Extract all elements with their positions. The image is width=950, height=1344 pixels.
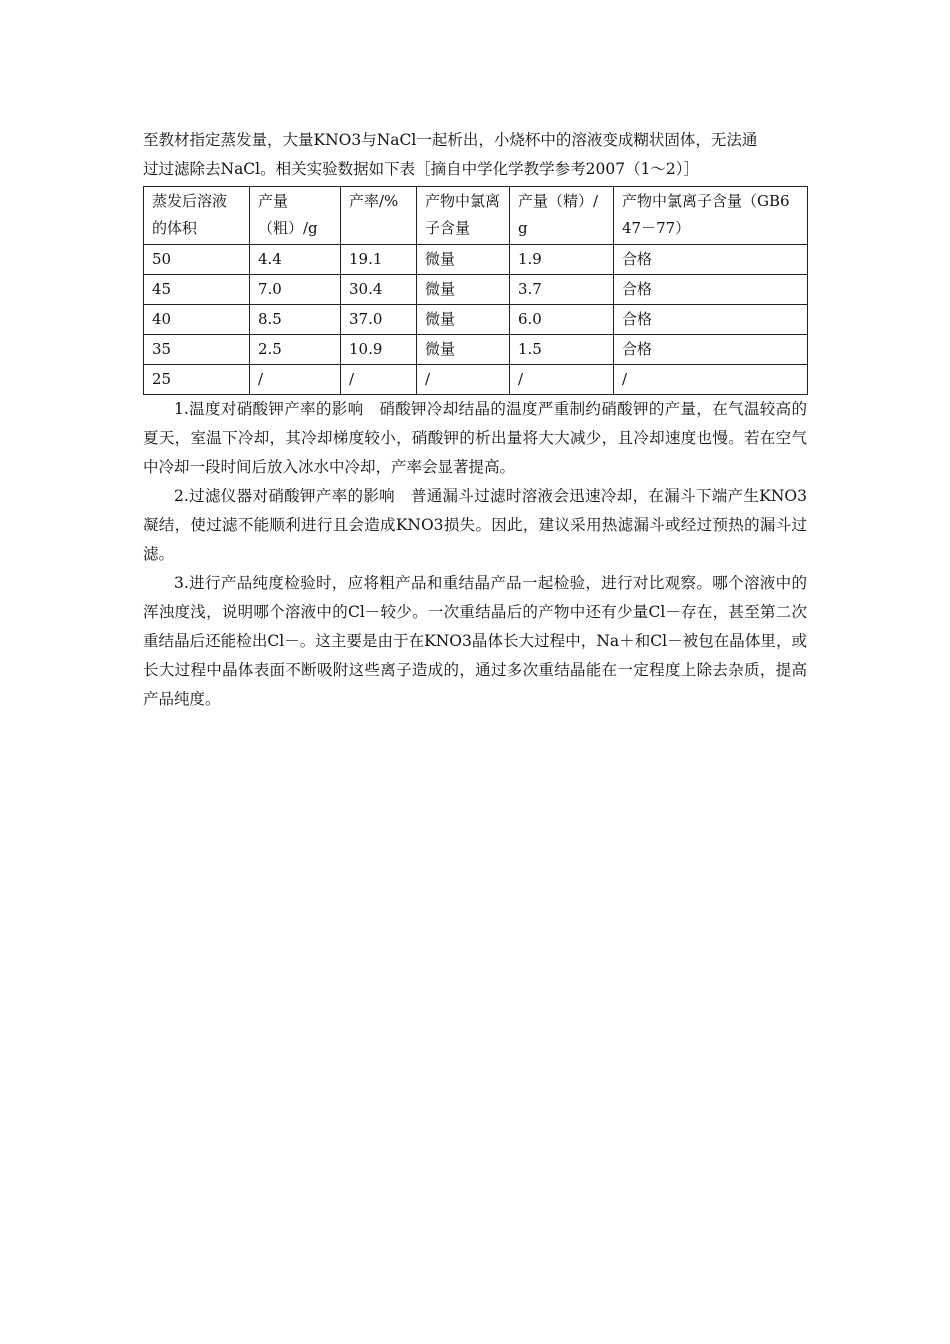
table-cell: 合格: [614, 335, 808, 365]
table-cell: 微量: [417, 305, 510, 335]
document-page: [143, 126, 807, 714]
table-cell: 合格: [614, 245, 808, 275]
table-cell: /: [510, 365, 614, 395]
table-cell: 微量: [417, 245, 510, 275]
table-cell: 合格: [614, 305, 808, 335]
table-cell: 4.4: [250, 245, 341, 275]
intro-line-2: 过过滤除去NaCl。相关实验数据如下表［摘自中学化学教学参考2007（1～2）］: [143, 160, 700, 178]
paragraph-purity-test: 3.进行产品纯度检验时，应将粗产品和重结晶产品一起检验，进行对比观察。哪个溶液中的浑浊度浅，说明哪个溶液中的Cl－较少。一次重结晶后的产物中还有少量Cl－存在，甚至第二次重结晶后还能检出Cl－。这主要是由于在KNO3晶体长大过程中，Na＋和Cl－被包在晶体里，或长大过程中晶体表面不断吸附这些离子造成的，通过多次重结晶能在一定程度上除去杂质，提高产品纯度。: [143, 574, 807, 708]
table-cell: /: [614, 365, 808, 395]
table-cell: 50: [144, 245, 250, 275]
intro-line-1: 至教材指定蒸发量，大量KNO3与NaCl一起析出，小烧杯中的溶液变成糊状固体，无法通: [143, 131, 758, 149]
table-cell: 7.0: [250, 275, 341, 305]
table-cell: 6.0: [510, 305, 614, 335]
table-row: [144, 305, 808, 335]
table-cell: 10.9: [341, 335, 417, 365]
table-cell: 37.0: [341, 305, 417, 335]
table-cell: /: [341, 365, 417, 395]
paragraph-filter-effect: 2.过滤仪器对硝酸钾产率的影响 普通漏斗过滤时溶液会迅速冷却，在漏斗下端产生KNO3凝结，使过滤不能顺利进行且会造成KNO3损失。因此，建议采用热滤漏斗或经过预热的漏斗过滤。: [143, 487, 807, 563]
table-cell: 微量: [417, 335, 510, 365]
table-cell: 1.9: [510, 245, 614, 275]
table-header-cell: 蒸发后溶液的体积: [144, 187, 250, 245]
table-cell: 微量: [417, 275, 510, 305]
table-cell: 25: [144, 365, 250, 395]
table-cell: 40: [144, 305, 250, 335]
table-cell: 3.7: [510, 275, 614, 305]
table-header-cell: 产量（精）/g: [510, 187, 614, 245]
table-cell: 45: [144, 275, 250, 305]
table-row: [144, 335, 808, 365]
table-header-cell: 产物中氯离子含量（GB647－77）: [614, 187, 808, 245]
table-row: [144, 245, 808, 275]
table-cell: 合格: [614, 275, 808, 305]
experiment-data-table: [143, 186, 808, 395]
table-header-row: [144, 187, 808, 245]
table-cell: /: [250, 365, 341, 395]
table-cell: /: [417, 365, 510, 395]
table-cell: 2.5: [250, 335, 341, 365]
table-cell: 19.1: [341, 245, 417, 275]
table-cell: 1.5: [510, 335, 614, 365]
table-cell: 30.4: [341, 275, 417, 305]
table-cell: 35: [144, 335, 250, 365]
table-header-cell: 产物中氯离子含量: [417, 187, 510, 245]
table-header-cell: 产率/%: [341, 187, 417, 245]
table-header-cell: 产量（粗）/g: [250, 187, 341, 245]
table-row: [144, 365, 808, 395]
table-cell: 8.5: [250, 305, 341, 335]
table-row: [144, 275, 808, 305]
paragraph-temperature-effect: 1.温度对硝酸钾产率的影响 硝酸钾冷却结晶的温度严重制约硝酸钾的产量，在气温较高的夏天，室温下冷却，其冷却梯度较小，硝酸钾的析出量将大大减少，且冷却速度也慢。若在空气中冷却一段时间后放入冰水中冷却，产率会显著提高。: [143, 400, 807, 476]
